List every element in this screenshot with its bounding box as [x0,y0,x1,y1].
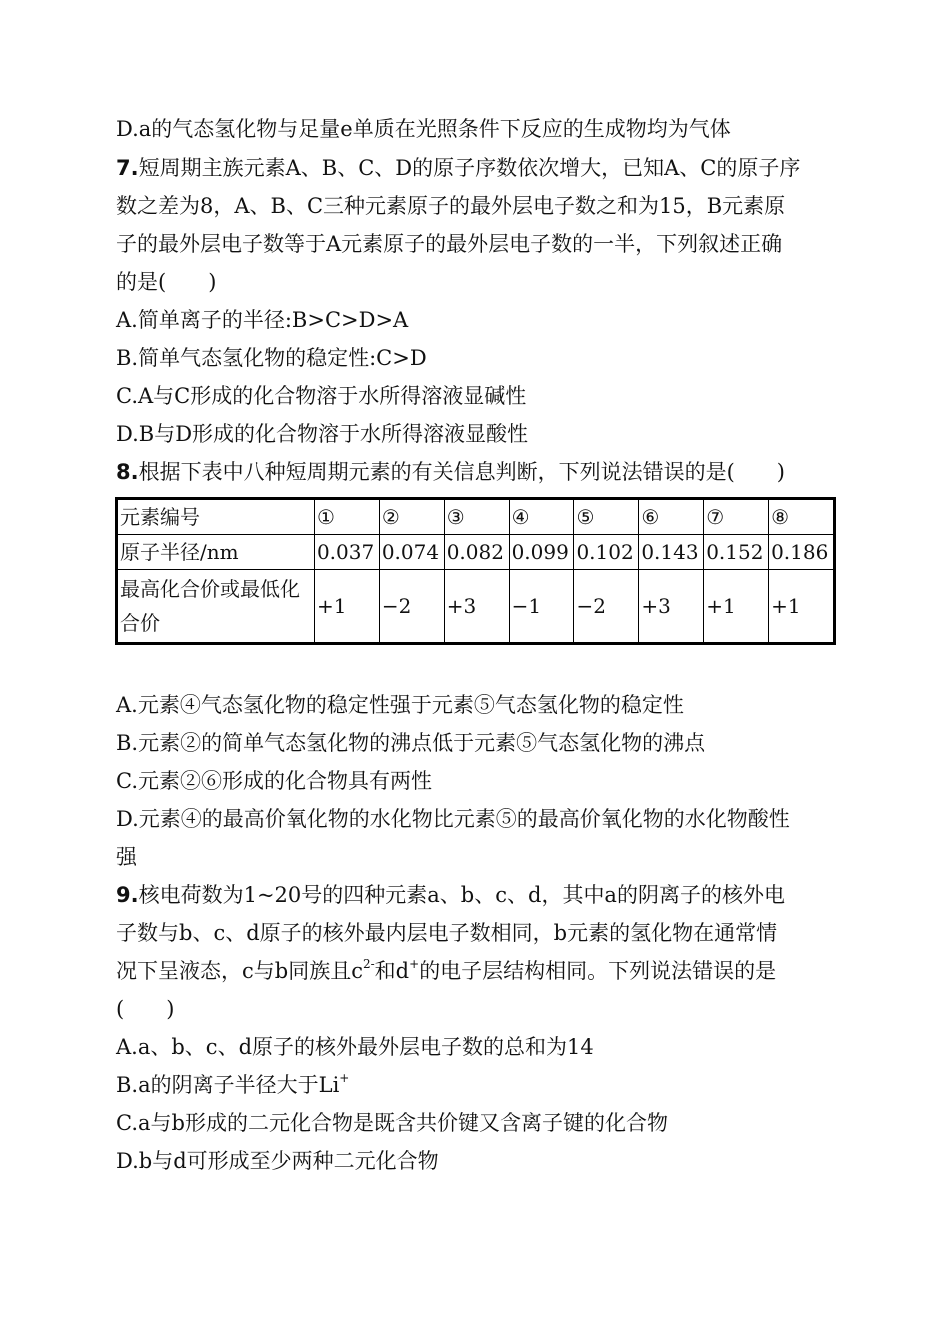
table-row-element-number [117,499,835,535]
table-cell: ④ [509,499,574,535]
table-cell: −2 [574,570,639,644]
q7-stem-line-4: 的是( ) [116,270,217,294]
q9-option-a: A.a、b、c、d原子的核外最外层电子数的总和为14 [116,1035,594,1059]
table-cell: ③ [444,499,509,535]
table-row-atomic-radius [117,535,835,570]
table-cell: 0.074 [379,535,444,570]
q8-option-b: B.元素②的简单气态氢化物的沸点低于元素⑤气态氢化物的沸点 [116,731,706,755]
table-cell: ② [379,499,444,535]
table-cell: +1 [314,570,379,644]
q9-option-b: B.a的阴离子半径大于Li+ [116,1071,350,1097]
element-info-table [115,497,836,645]
q7-stem-line-1: 7.短周期主族元素A、B、C、D的原子序数依次增大，已知A、C的原子序 [116,156,801,180]
table-cell: ⑤ [574,499,639,535]
table-cell: +1 [769,570,835,644]
table-cell: ⑥ [639,499,704,535]
q8-stem: 8.根据下表中八种短周期元素的有关信息判断，下列说法错误的是( ) [116,460,785,484]
q7-stem-line-3: 子的最外层电子数等于A元素原子的最外层电子数的一半，下列叙述正确 [116,232,783,256]
q9-option-c: C.a与b形成的二元化合物是既含共价键又含离子键的化合物 [116,1111,668,1135]
table-cell: ⑧ [769,499,835,535]
q8-option-a: A.元素④气态氢化物的稳定性强于元素⑤气态氢化物的稳定性 [116,693,684,717]
q9-stem-line-4: ( ) [116,997,175,1021]
table-cell: 0.152 [704,535,769,570]
table-header-cell: 元素编号 [117,499,315,535]
table-cell: ⑦ [704,499,769,535]
q7-stem-line-2: 数之差为8，A、B、C三种元素原子的最外层电子数之和为15，B元素原 [116,194,786,218]
table-row-valence [117,570,835,644]
q7-option-c: C.A与C形成的化合物溶于水所得溶液显碱性 [116,384,527,408]
q7-option-b: B.简单气态氢化物的稳定性:C>D [116,346,427,370]
q7-option-d: D.B与D形成的化合物溶于水所得溶液显酸性 [116,422,529,446]
table-cell: ① [314,499,379,535]
q6-option-d: D.a的气态氢化物与足量e单质在光照条件下反应的生成物均为气体 [116,117,731,141]
q7-option-a: A.简单离子的半径:B>C>D>A [116,308,409,332]
q9-stem-line-1: 9.核电荷数为1~20号的四种元素a、b、c、d，其中a的阴离子的核外电 [116,883,785,907]
table-cell: 0.082 [444,535,509,570]
table-cell: 0.099 [509,535,574,570]
q8-option-d-line-2: 强 [116,845,137,869]
table-cell: 0.037 [314,535,379,570]
table-cell: −2 [379,570,444,644]
q9-stem-line-3: 况下呈液态，c与b同族且$c^{2-}$和d+的电子层结构相同。下列说法错误的是 [116,957,777,983]
q8-option-d-line-1: D.元素④的最高价氧化物的水化物比元素⑤的最高价氧化物的水化物酸性 [116,807,790,831]
table-cell: 0.186 [769,535,835,570]
table-cell: +3 [444,570,509,644]
q9-option-d: D.b与d可形成至少两种二元化合物 [116,1149,439,1173]
table-cell: 0.143 [639,535,704,570]
table-cell: −1 [509,570,574,644]
table-cell: +1 [704,570,769,644]
table-header-cell: 最高化合价或最低化合价 [117,570,315,644]
q8-option-c: C.元素②⑥形成的化合物具有两性 [116,769,432,793]
q9-stem-line-2: 子数与b、c、d原子的核外最内层电子数相同，b元素的氢化物在通常情 [116,921,778,945]
table-header-cell: 原子半径/nm [117,535,315,570]
table-cell: +3 [639,570,704,644]
table-cell: 0.102 [574,535,639,570]
